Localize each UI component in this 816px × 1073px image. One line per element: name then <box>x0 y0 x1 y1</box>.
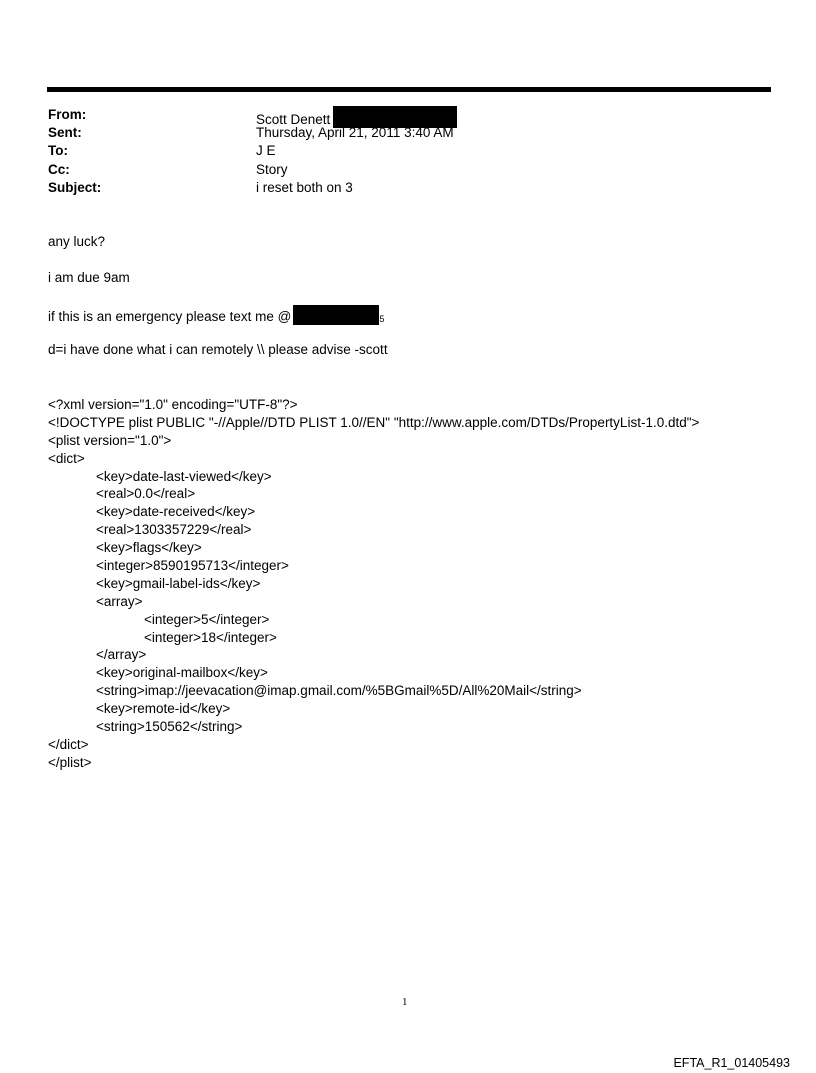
body-line: any luck? <box>48 234 106 249</box>
subject-label: Subject: <box>48 179 102 195</box>
body-line: d=i have done what i can remotely \\ please advise -scott <box>48 342 388 357</box>
page-number: 1 <box>402 996 408 1008</box>
header-rule <box>47 87 771 92</box>
from-name: Scott Denett <box>256 112 331 127</box>
xml-line: <key>date-received</key> <box>96 504 256 520</box>
xml-line: <string>150562</string> <box>96 719 243 735</box>
xml-line: <real>1303357229</real> <box>96 522 252 538</box>
sent-label: Sent: <box>48 125 82 141</box>
xml-line: <key>original-mailbox</key> <box>96 665 268 681</box>
email-body <box>48 233 388 377</box>
xml-line: <key>remote-id</key> <box>96 701 231 717</box>
xml-line: <key>flags</key> <box>96 540 202 556</box>
xml-line: </dict> <box>48 736 89 752</box>
redaction-tail: 5 <box>379 314 385 324</box>
xml-line: <string>imap://jeevacation@imap.gmail.com/%5BGmail%5D/All%20Mail</string> <box>96 683 582 699</box>
redaction-box <box>293 305 379 325</box>
sent-value: Thursday, April 21, 2011 3:40 AM <box>256 125 454 141</box>
body-line <box>48 305 388 323</box>
bates-number: EFTA_R1_01405493 <box>673 1056 790 1070</box>
xml-line: <key>date-last-viewed</key> <box>96 468 272 484</box>
body-line: i am due 9am <box>48 270 130 285</box>
xml-line: <plist version="1.0"> <box>48 432 172 448</box>
xml-line: <dict> <box>48 450 85 466</box>
xml-line: <integer>18</integer> <box>144 629 277 645</box>
subject-value: i reset both on 3 <box>256 179 353 195</box>
plist-xml-block <box>48 396 699 772</box>
body-text: if this is an emergency please text me @ <box>48 309 292 324</box>
to-label: To: <box>48 143 68 159</box>
cc-value: Story <box>256 161 288 177</box>
xml-line: <integer>8590195713</integer> <box>96 558 289 574</box>
xml-line: <array> <box>96 593 143 609</box>
xml-line: <key>gmail-label-ids</key> <box>96 575 261 591</box>
xml-line: <real>0.0</real> <box>96 486 196 502</box>
xml-line: <?xml version="1.0" encoding="UTF-8"?> <box>48 397 298 412</box>
xml-line: </array> <box>96 647 147 663</box>
to-value: J E <box>256 143 276 159</box>
from-label: From: <box>48 107 87 122</box>
xml-line: <!DOCTYPE plist PUBLIC "-//Apple//DTD PLIST 1.0//EN" "http://www.apple.com/DTDs/PropertyList-1.0.dtd"> <box>48 414 700 430</box>
xml-line: <integer>5</integer> <box>144 611 270 627</box>
xml-line: </plist> <box>48 754 92 770</box>
cc-label: Cc: <box>48 161 70 177</box>
